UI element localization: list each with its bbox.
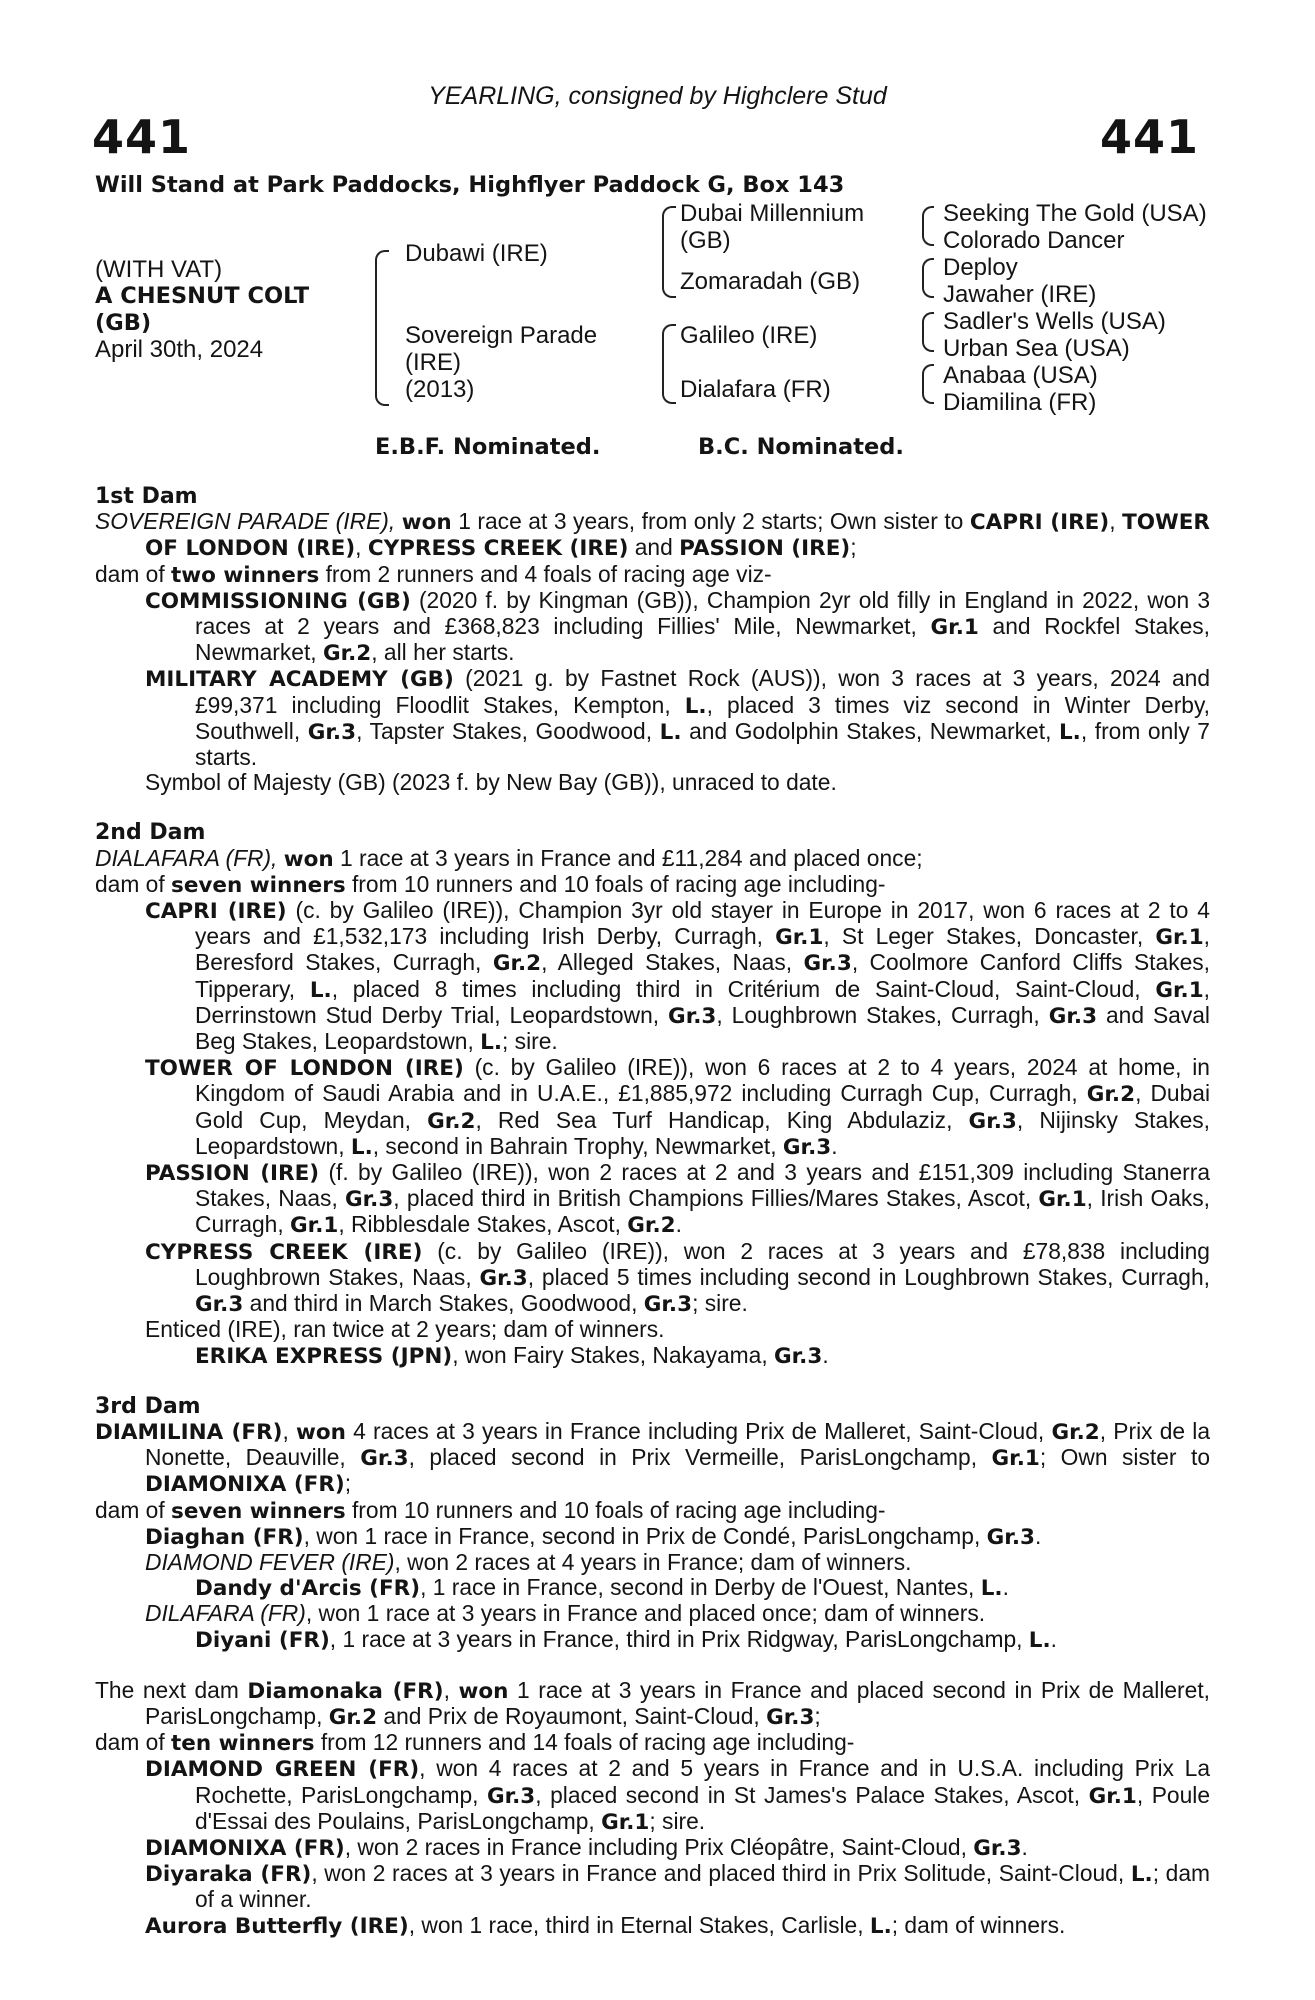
grade: Gr.2 (627, 1213, 676, 1239)
second-dam-produce-line (95, 872, 1210, 898)
text: and Godolphin Stakes, Newmarket, (681, 717, 1059, 744)
catalogue-body (95, 484, 1210, 1939)
produce-diyaraka (95, 1861, 1210, 1912)
horse-name: PASSION (IRE) (145, 1161, 320, 1187)
text: , won 1 race, third in Eternal Stakes, Carlisle, (408, 1911, 870, 1938)
text: , Alleged Stakes, Naas, (541, 949, 804, 976)
produce-passion (95, 1160, 1210, 1239)
produce-dialafara (95, 1601, 1210, 1626)
sire-dam: Zomaradah (GB) (680, 268, 861, 295)
text: , from only 7 starts. (195, 717, 1210, 771)
next-dam-produce-line (95, 1730, 1210, 1756)
horse-name: ERIKA EXPRESS (JPN) (195, 1343, 453, 1369)
text: . (1034, 1522, 1042, 1549)
grade: L. (309, 977, 332, 1003)
dam-line3: (2013) (405, 376, 475, 403)
sds: Deploy (943, 254, 1018, 281)
grade: Gr.3 (195, 1292, 244, 1318)
sibling-cypress: CYPRESS CREEK (IRE) (367, 536, 629, 562)
produce-summary: from 2 runners and 4 foals of racing age viz- (319, 560, 772, 587)
text: dam of (95, 1729, 172, 1756)
text: , second in Bahrain Trophy, Newmarket, (372, 1132, 783, 1159)
bc-nominated: B.C. Nominated. (698, 434, 904, 460)
lot-number-left: 441 (92, 110, 192, 164)
text: dam of (95, 870, 172, 897)
grade: L. (980, 1576, 1003, 1602)
text: (f. by Galileo (IRE)), won 2 races at 2 and 3 years and £151,309 including Stanerra Stakes, Naas, (195, 1159, 1210, 1212)
grade: Gr.3 (986, 1524, 1035, 1550)
next-dam-name: Diamonaka (FR) (247, 1678, 444, 1704)
grade: Gr.3 (973, 1835, 1022, 1861)
horse-name: CAPRI (IRE) (145, 899, 287, 925)
produce-diaghan (95, 1524, 1210, 1550)
produce-diyani (95, 1627, 1210, 1653)
sibling-tower: TOWER OF LONDON (IRE) (145, 510, 1210, 562)
ebf-nominated: E.B.F. Nominated. (375, 434, 601, 460)
text: , Nijinsky Stakes, Leopardstown, (195, 1106, 1211, 1159)
text: ; sire. (502, 1028, 558, 1055)
grade: Gr.1 (991, 1446, 1040, 1472)
grade: Gr.1 (601, 1809, 650, 1835)
grade: Gr.1 (775, 925, 824, 951)
dam-dam: Dialafara (FR) (680, 376, 831, 403)
produce-aurora-butterfly (95, 1913, 1210, 1939)
text: , won 1 race in France, second in Prix de Condé, ParisLongchamp, (303, 1522, 987, 1549)
text: from 10 runners and 10 foals of racing age including- (345, 1496, 886, 1523)
foaling-date: April 30th, 2024 (95, 336, 264, 363)
text: , won 2 races at 3 years in France and placed third in Prix Solitude, Saint-Cloud, (311, 1860, 1131, 1887)
horse-name-country: (GB) (95, 310, 152, 336)
text: . (1021, 1833, 1028, 1860)
grade: Gr.3 (968, 1108, 1017, 1134)
grade: Gr.2 (1086, 1082, 1136, 1108)
sibling-capri: CAPRI (IRE) (969, 510, 1110, 536)
grade: Gr.1 (1088, 1783, 1137, 1809)
grade: Gr.2 (427, 1108, 476, 1134)
text: 4 races at 3 years in France including Prix de Malleret, Saint-Cloud, (345, 1417, 1052, 1444)
grade: Gr.2 (328, 1704, 378, 1730)
first-dam-heading: 1st Dam (95, 484, 198, 509)
sire: Dubawi (IRE) (405, 240, 548, 267)
text: ; Own sister to (1039, 1444, 1210, 1471)
text: ; dam of winners. (891, 1911, 1066, 1938)
pedigree-brace-sire (662, 206, 676, 298)
grade: Gr.3 (1048, 1003, 1098, 1029)
stand-location: Will Stand at Park Paddocks, Highflyer Paddock G, Box 143 (95, 172, 845, 198)
text: , all her starts. (371, 639, 515, 666)
text: ; (344, 1470, 352, 1497)
produce-military-academy (95, 666, 1210, 770)
text: , 1 race in France, second in Derby de l'Ouest, Nantes, (420, 1574, 981, 1601)
winners-count: ten winners (171, 1731, 315, 1757)
sibling-passion: PASSION (IRE) (679, 536, 851, 562)
grade: Gr.1 (1155, 925, 1204, 951)
grade: L. (684, 693, 707, 719)
text: . (1002, 1574, 1009, 1601)
produce-diamond-fever (95, 1550, 1210, 1575)
text: ; sire. (649, 1807, 706, 1834)
text: , placed second in St James's Palace Stakes, Ascot, (535, 1781, 1089, 1808)
grade: L. (659, 719, 682, 745)
pedigree-brace-ss (922, 206, 934, 246)
text: , won Fairy Stakes, Nakayama, (452, 1341, 774, 1368)
winners-count: seven winners (171, 872, 346, 898)
dam-line2: (IRE) (405, 349, 461, 376)
ssd: Colorado Dancer (943, 227, 1125, 254)
horse-name: TOWER OF LONDON (IRE) (145, 1056, 464, 1082)
text: and Prix de Royaumont, Saint-Cloud, (377, 1702, 767, 1729)
grade: Gr.3 (643, 1292, 693, 1318)
text: , 1 race at 3 years in France, third in Prix Ridgway, ParisLongchamp, (329, 1625, 1029, 1652)
text: (c. by Galileo (IRE)), won 6 races at 2 to 4 years, 2024 at home, in Kingdom of Saudi Arabia and in U.A.E., £1,885,972 including Curragh Cup, Curragh, (195, 1054, 1210, 1107)
third-dam-heading: 3rd Dam (95, 1393, 201, 1419)
horse-name: Aurora Butterfly (IRE) (145, 1913, 409, 1939)
text: from 10 runners and 10 foals of racing age including- (345, 870, 886, 897)
text: from 12 runners and 14 foals of racing age including- (314, 1729, 855, 1756)
text: , Loughbrown Stakes, Curragh, (716, 1001, 1049, 1028)
text: , placed 5 times including second in Loughbrown Stakes, Curragh, (527, 1263, 1210, 1290)
sire-sire-line2: (GB) (680, 227, 731, 254)
text: , Dubai Gold Cup, Meydan, (195, 1080, 1211, 1133)
won-label: won (295, 1419, 346, 1445)
horse-name: COMMISSIONING (GB) (145, 588, 411, 614)
grade: Gr.3 (766, 1704, 815, 1730)
text: (c. by Galileo (IRE)), won 2 races at 3 years and £78,838 including Loughbrown Stakes, Naas, (195, 1237, 1210, 1290)
horse-name: CYPRESS CREEK (IRE) (145, 1239, 423, 1265)
horse-name: MILITARY ACADEMY (GB) (145, 667, 454, 693)
text: , Derrinstown Stud Derby Trial, Leopardstown, (195, 975, 1210, 1028)
horse-name: Diyaraka (FR) (145, 1862, 312, 1888)
text: , Prix de la Nonette, Deauville, (145, 1417, 1211, 1471)
produce-erika-express (95, 1343, 1210, 1369)
horse-name: DILAFARA (FR) (145, 1600, 306, 1627)
grade: L. (480, 1030, 503, 1056)
text: , Tapster Stakes, Goodwood, (356, 717, 660, 744)
won-label: won (283, 846, 334, 872)
text: . (822, 1341, 829, 1368)
text: and Rockfel Stakes, Newmarket, (195, 613, 1210, 666)
sdd: Jawaher (IRE) (943, 281, 1097, 308)
text: and Saval Beg Stakes, Leopardstown, (195, 1001, 1210, 1055)
first-dam-produce-line (95, 562, 1210, 588)
grade: Gr.3 (479, 1265, 528, 1291)
grade: L. (1130, 1862, 1153, 1888)
grade: Gr.1 (1155, 977, 1204, 1003)
text: , placed third in British Champions Fillies/Mares Stakes, Ascot, (393, 1185, 1039, 1212)
third-dam-produce-line (95, 1498, 1210, 1524)
lot-number-right: 441 (1100, 110, 1200, 164)
text: , placed second in Prix Vermeille, ParisLongchamp, (408, 1444, 992, 1471)
sss: Seeking The Gold (USA) (943, 200, 1207, 227)
text: ; (814, 1702, 821, 1729)
dam-of-label: dam of (95, 560, 172, 587)
text: (c. by Galileo (IRE)), Champion 3yr old stayer in Europe in 2017, won 6 races at 2 to 4 years and £1,532,173 including Irish Derby, Curragh, (195, 897, 1210, 950)
text: , Irish Oaks, Curragh, (195, 1185, 1211, 1238)
horse-name: DIAMOND GREEN (FR) (145, 1757, 420, 1783)
produce-symbol-of-majesty: Symbol of Majesty (GB) (2023 f. by New Bay (GB)), unraced to date. (145, 769, 837, 796)
grade: Gr.3 (668, 1003, 717, 1029)
text: (2021 g. by Fastnet Rock (AUS)), won 3 races at 3 years, 2024 and £99,371 including Floodlit Stakes, Kempton, (195, 665, 1211, 718)
produce-diamond-green (95, 1756, 1210, 1835)
dsd: Urban Sea (USA) (943, 335, 1130, 362)
horse-name: Dandy d'Arcis (FR) (195, 1576, 421, 1602)
semi-text: ; (850, 534, 857, 561)
text: , won 2 races in France including Prix Cléopâtre, Saint-Cloud, (344, 1833, 974, 1860)
horse-name: DIAMOND FEVER (IRE) (145, 1548, 395, 1575)
second-dam-name: DIALAFARA (FR), (95, 844, 278, 871)
grade: Gr.3 (782, 1134, 832, 1160)
text: , Coolmore Canford Cliffs Stakes, Tipperary, (195, 949, 1211, 1002)
text: The next dam (95, 1676, 248, 1703)
third-dam-summary (95, 1419, 1210, 1498)
won-label: won (458, 1678, 509, 1704)
first-dam-summary: SOVEREIGN PARADE (IRE), won 1 race at 3 years, from only 2 starts; Own sister to CAPRI (IRE), TOWER OF LONDON (IRE), CYPRESS CREEK (IRE) and PASSION (IRE); (95, 508, 1210, 562)
first-dam-name: SOVEREIGN PARADE (IRE), (95, 508, 396, 535)
sire-sire-line1: Dubai Millennium (680, 200, 865, 227)
horse-name: A CHESNUT COLT (95, 283, 310, 309)
text: , won 2 races at 4 years in France; dam of winners. (394, 1548, 912, 1575)
winners-count: two winners (171, 562, 320, 588)
text: . (675, 1211, 682, 1238)
produce-enticed: Enticed (IRE), ran twice at 2 years; dam of winners. (145, 1316, 665, 1343)
dss: Sadler's Wells (USA) (943, 308, 1166, 335)
grade: Gr.3 (307, 719, 357, 745)
horse-name: Diyani (FR) (195, 1627, 330, 1653)
vat-note: (WITH VAT) (95, 256, 223, 283)
text: ; dam of a winner. (195, 1860, 1211, 1913)
dam-sire: Galileo (IRE) (680, 322, 818, 349)
produce-dandy-darcis (95, 1575, 1210, 1601)
grade: Gr.2 (322, 641, 372, 667)
sister-name: DIAMONIXA (FR) (145, 1472, 345, 1498)
grade: Gr.1 (930, 615, 979, 641)
text: . (831, 1132, 838, 1159)
text: , Poule d'Essai des Poulains, ParisLongchamp, (195, 1781, 1211, 1834)
grade: Gr.3 (360, 1446, 409, 1472)
produce-cypress-creek (95, 1239, 1210, 1318)
text: . (1050, 1625, 1058, 1652)
consignor-subtitle: YEARLING, consigned by Highclere Stud (428, 82, 887, 110)
won-label: won (401, 510, 452, 536)
pedigree-brace-sd (922, 258, 934, 298)
grade: L. (869, 1913, 892, 1939)
pedigree-brace-dd (922, 364, 934, 404)
text: , Red Sea Turf Handicap, King Abdulaziz, (475, 1106, 969, 1133)
second-dam-heading: 2nd Dam (95, 820, 206, 846)
grade: Gr.1 (290, 1213, 339, 1239)
grade: Gr.1 (1038, 1187, 1087, 1213)
second-dam-summary (95, 846, 1210, 872)
text: ; sire. (692, 1290, 748, 1317)
grade: L. (1028, 1627, 1051, 1653)
produce-commissioning (95, 588, 1210, 667)
horse-name: DIAMONIXA (FR) (145, 1835, 345, 1861)
winners-count: seven winners (171, 1498, 346, 1524)
text: , placed 3 times viz second in Winter Derby, Southwell, (195, 691, 1210, 744)
text: and third in March Stakes, Goodwood, (243, 1290, 644, 1317)
pedigree-brace-dam (662, 324, 676, 404)
next-dam-summary (95, 1678, 1210, 1730)
grade: Gr.2 (492, 951, 542, 977)
produce-capri (95, 898, 1210, 1055)
text: , (443, 1676, 459, 1703)
horse-name: Diaghan (FR) (145, 1524, 304, 1550)
third-dam-name: DIAMILINA (FR) (95, 1419, 283, 1445)
text: , placed 8 times including third in Critérium de Saint-Cloud, Saint-Cloud, (331, 975, 1156, 1002)
produce-tower-of-london (95, 1055, 1210, 1160)
grade: L. (350, 1134, 373, 1160)
text: (2020 f. by Kingman (GB)), Champion 2yr old filly in England in 2022, won 3 races at 2 years and £368,823 including Fillies' Mile, Newmarket, (195, 586, 1211, 640)
grade: L. (1058, 719, 1081, 745)
grade: Gr.3 (344, 1187, 394, 1213)
ddd: Diamilina (FR) (943, 389, 1097, 416)
text: , won 1 race at 3 years in France and placed once; dam of winners. (305, 1600, 986, 1627)
pedigree-brace-ds (922, 312, 934, 352)
text: 1 race at 3 years in France and £11,284 and placed once; (333, 844, 923, 871)
grade: Gr.2 (1051, 1419, 1100, 1445)
text: , (282, 1417, 296, 1444)
text: , Ribblesdale Stakes, Ascot, (338, 1211, 628, 1238)
text: 1 race at 3 years in France and placed second in Prix de Malleret, ParisLongchamp, (145, 1676, 1210, 1729)
text: , St Leger Stakes, Doncaster, (823, 923, 1156, 950)
dds: Anabaa (USA) (943, 362, 1098, 389)
grade: Gr.3 (774, 1343, 823, 1369)
first-dam-intro: 1 race at 3 years, from only 2 starts; Own sister to (451, 508, 970, 535)
pedigree-brace-main (375, 250, 389, 406)
grade: Gr.3 (803, 951, 852, 977)
produce-diamonixa (95, 1835, 1210, 1861)
text: , won 4 races at 2 and 5 years in France and in U.S.A. including Prix La Rochette, ParisLongchamp, (195, 1755, 1210, 1808)
and-text: and (628, 534, 680, 561)
grade: Gr.3 (486, 1783, 536, 1809)
text: dam of (95, 1496, 172, 1523)
dam-line1: Sovereign Parade (405, 322, 598, 349)
text: , Beresford Stakes, Curragh, (195, 923, 1210, 976)
